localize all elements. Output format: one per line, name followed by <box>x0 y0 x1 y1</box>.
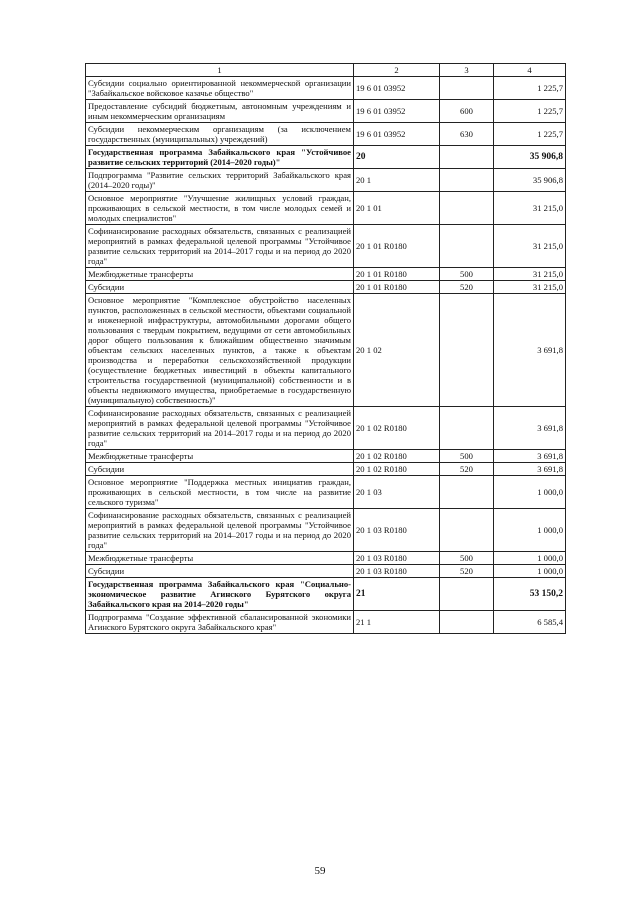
row-code-cell: 20 1 01 R0180 <box>354 225 440 268</box>
row-name-cell: Субсидии некоммерческим организациям (за исключением государственных (муниципальных) учреждений) <box>86 123 354 146</box>
row-code-cell: 20 1 03 R0180 <box>354 565 440 578</box>
table-row <box>86 578 566 611</box>
row-type-cell <box>440 146 494 169</box>
row-name-cell: Софинансирование расходных обязательств, связанных с реализацией мероприятий в рамках федеральной целевой программы "Устойчивое развитие сельских территорий на 2014–2017 годы и на период до 2020 года" <box>86 225 354 268</box>
row-type-cell: 500 <box>440 450 494 463</box>
row-sum-cell: 6 585,4 <box>494 611 566 634</box>
row-name-cell: Государственная программа Забайкальского края "Социально-экономическое развитие Агинского Бурятского округа Забайкальского края на 2014–2020 годы" <box>86 578 354 611</box>
row-sum-cell: 1 000,0 <box>494 552 566 565</box>
row-type-cell <box>440 407 494 450</box>
row-type-cell <box>440 225 494 268</box>
row-code-cell: 20 1 01 R0180 <box>354 268 440 281</box>
table-row <box>86 123 566 146</box>
row-name-cell: Основное мероприятие "Улучшение жилищных условий граждан, проживающих в сельской местности, в том числе молодых семей и молодых специалистов" <box>86 192 354 225</box>
table-row <box>86 268 566 281</box>
row-code-cell: 19 6 01 03952 <box>354 77 440 100</box>
row-sum-cell: 1 225,7 <box>494 77 566 100</box>
row-sum-cell: 1 000,0 <box>494 565 566 578</box>
row-name-cell: Межбюджетные трансферты <box>86 268 354 281</box>
row-code-cell: 20 1 02 <box>354 294 440 407</box>
row-sum-cell: 1 000,0 <box>494 509 566 552</box>
page-number: 59 <box>314 865 326 877</box>
row-sum-cell: 31 215,0 <box>494 192 566 225</box>
row-type-cell: 630 <box>440 123 494 146</box>
row-type-cell <box>440 77 494 100</box>
row-code-cell: 19 6 01 03952 <box>354 123 440 146</box>
row-name-cell: Предоставление субсидий бюджетным, автономным учреждениям и иным некоммерческим организациям <box>86 100 354 123</box>
row-name-cell: Субсидии социально ориентированной некоммерческой организации "Забайкальское войсковое казачье общество" <box>86 77 354 100</box>
row-name-cell: Субсидии <box>86 565 354 578</box>
row-type-cell <box>440 192 494 225</box>
row-type-cell <box>440 294 494 407</box>
table-row <box>86 509 566 552</box>
header-col-3: 3 <box>440 64 494 77</box>
row-sum-cell: 53 150,2 <box>494 578 566 611</box>
table-row <box>86 281 566 294</box>
table-row <box>86 407 566 450</box>
table-row <box>86 450 566 463</box>
row-name-cell: Субсидии <box>86 281 354 294</box>
budget-table-sheet <box>85 63 565 634</box>
row-code-cell: 20 1 03 R0180 <box>354 552 440 565</box>
row-name-cell: Софинансирование расходных обязательств, связанных с реализацией мероприятий в рамках федеральной целевой программы "Устойчивое развитие сельских территорий на 2014–2017 годы и на период до 2020 года" <box>86 407 354 450</box>
table-row <box>86 476 566 509</box>
row-sum-cell: 31 215,0 <box>494 268 566 281</box>
row-name-cell: Подпрограмма "Развитие сельских территорий Забайкальского края (2014–2020 годы)" <box>86 169 354 192</box>
row-sum-cell: 1 000,0 <box>494 476 566 509</box>
row-code-cell: 19 6 01 03952 <box>354 100 440 123</box>
row-type-cell: 520 <box>440 463 494 476</box>
row-sum-cell: 31 215,0 <box>494 281 566 294</box>
row-type-cell: 600 <box>440 100 494 123</box>
table-row <box>86 294 566 407</box>
table-row <box>86 611 566 634</box>
row-sum-cell: 3 691,8 <box>494 294 566 407</box>
row-sum-cell: 3 691,8 <box>494 463 566 476</box>
row-code-cell: 20 1 <box>354 169 440 192</box>
table-row <box>86 463 566 476</box>
row-sum-cell: 35 906,8 <box>494 146 566 169</box>
row-code-cell: 20 1 03 <box>354 476 440 509</box>
budget-table <box>85 63 566 634</box>
row-name-cell: Межбюджетные трансферты <box>86 552 354 565</box>
row-name-cell: Межбюджетные трансферты <box>86 450 354 463</box>
table-row <box>86 146 566 169</box>
row-type-cell <box>440 611 494 634</box>
table-row <box>86 100 566 123</box>
table-header-row <box>86 64 566 77</box>
row-name-cell: Основное мероприятие "Поддержка местных инициатив граждан, проживающих в сельской местности, в том числе на развитие сельского туризма" <box>86 476 354 509</box>
row-sum-cell: 35 906,8 <box>494 169 566 192</box>
budget-table-body <box>86 64 566 634</box>
row-sum-cell: 1 225,7 <box>494 123 566 146</box>
row-type-cell <box>440 169 494 192</box>
row-code-cell: 20 1 01 R0180 <box>354 281 440 294</box>
header-col-2: 2 <box>354 64 440 77</box>
table-row <box>86 169 566 192</box>
row-code-cell: 20 1 02 R0180 <box>354 450 440 463</box>
table-row <box>86 565 566 578</box>
row-code-cell: 21 1 <box>354 611 440 634</box>
row-type-cell <box>440 476 494 509</box>
row-type-cell <box>440 509 494 552</box>
row-sum-cell: 1 225,7 <box>494 100 566 123</box>
row-code-cell: 20 1 02 R0180 <box>354 463 440 476</box>
table-row <box>86 77 566 100</box>
row-sum-cell: 31 215,0 <box>494 225 566 268</box>
row-type-cell: 500 <box>440 552 494 565</box>
header-col-4: 4 <box>494 64 566 77</box>
row-sum-cell: 3 691,8 <box>494 407 566 450</box>
row-code-cell: 20 1 03 R0180 <box>354 509 440 552</box>
row-code-cell: 20 <box>354 146 440 169</box>
row-sum-cell: 3 691,8 <box>494 450 566 463</box>
row-code-cell: 20 1 01 <box>354 192 440 225</box>
row-name-cell: Субсидии <box>86 463 354 476</box>
row-name-cell: Основное мероприятие "Комплексное обустройство населенных пунктов, расположенных в сельской местности, объектами социальной и инженерной инфраструктуры, автомобильными дорогами общего пользования с твердым покрытием, ведущими от сети автомобильных дорог общего пользования к ближайшим общественно значимым объектам сельских населенных пунктов, а также к объектам производства и переработки сельскохозяйственной продукции (осуществление бюджетных инвестиций в объекты капитального строительства государственной (муниципальной) собственности и в объекты недвижимого имущества, приобретаемые в государственную (муниципальную) собственность)" <box>86 294 354 407</box>
row-code-cell: 21 <box>354 578 440 611</box>
header-col-1: 1 <box>86 64 354 77</box>
row-name-cell: Софинансирование расходных обязательств, связанных с реализацией мероприятий в рамках федеральной целевой программы "Устойчивое развитие сельских территорий на 2014–2017 годы и на период до 2020 года" <box>86 509 354 552</box>
table-row <box>86 552 566 565</box>
table-row <box>86 225 566 268</box>
row-type-cell: 520 <box>440 565 494 578</box>
table-row <box>86 192 566 225</box>
row-code-cell: 20 1 02 R0180 <box>354 407 440 450</box>
row-type-cell: 500 <box>440 268 494 281</box>
row-type-cell <box>440 578 494 611</box>
row-name-cell: Государственная программа Забайкальского края "Устойчивое развитие сельских территорий (2014–2020 годы)" <box>86 146 354 169</box>
row-type-cell: 520 <box>440 281 494 294</box>
row-name-cell: Подпрограмма "Создание эффективной сбалансированной экономики Агинского Бурятского округа Забайкальского края" <box>86 611 354 634</box>
